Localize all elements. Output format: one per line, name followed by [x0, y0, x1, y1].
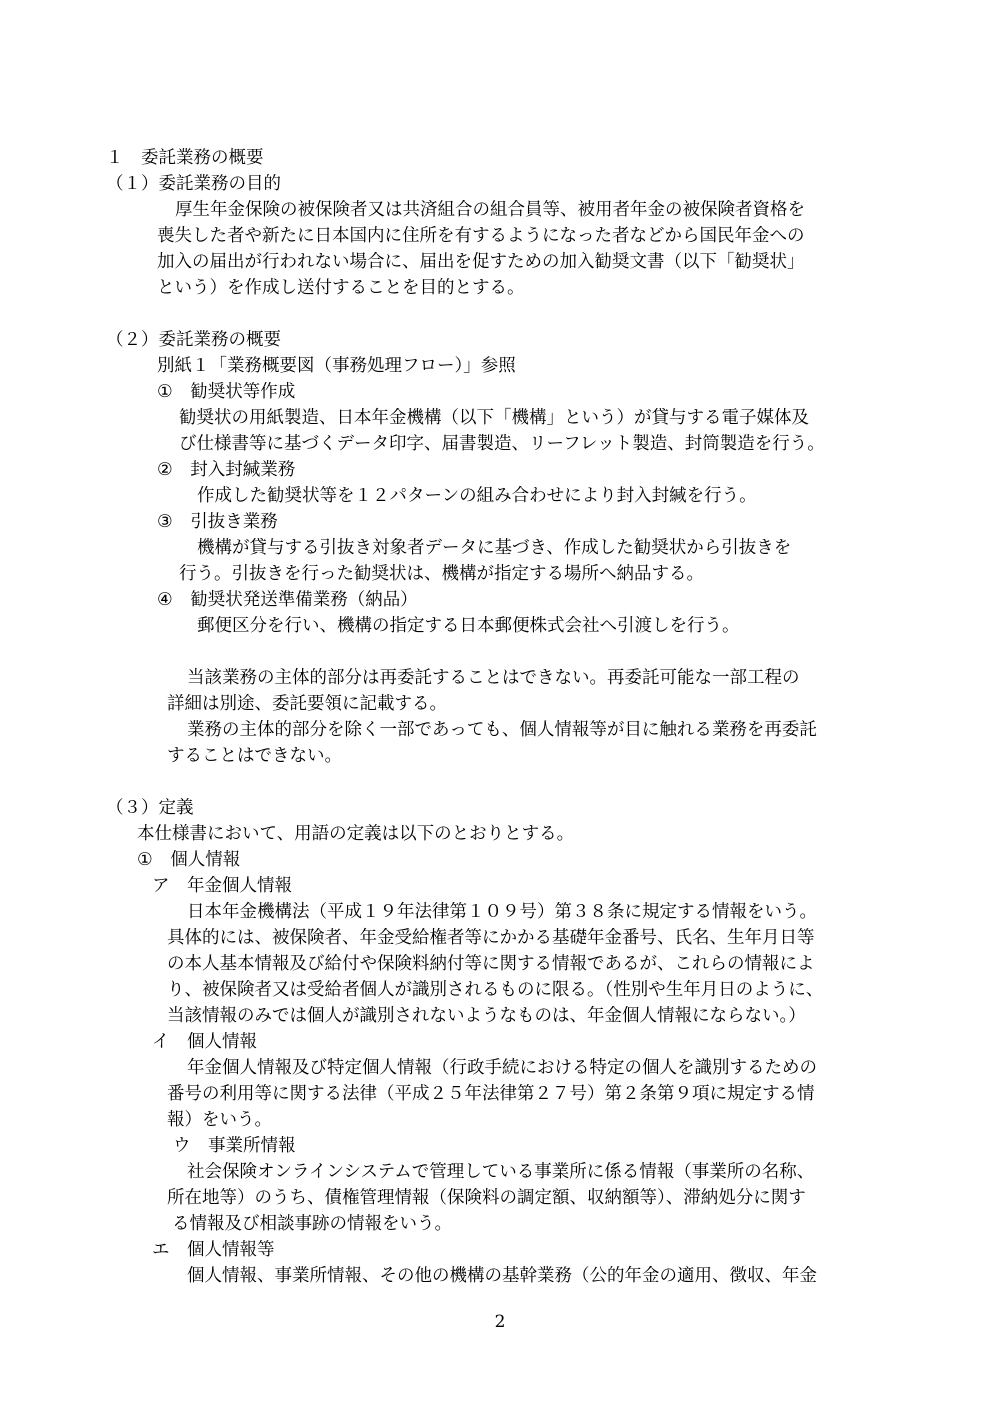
paragraph-line: 郵便区分を行い、機構の指定する日本郵便株式会社へ引渡しを行う。 — [197, 616, 740, 636]
paragraph-line: 作成した勧奨状等を１２パターンの組み合わせにより封入封緘を行う。 — [197, 486, 757, 506]
paragraph-line: 具体的には、被保険者、年金受給権者等にかかる基礎年金番号、氏名、生年月日等 — [167, 928, 815, 948]
paragraph-line: 日本年金機構法（平成１９年法律第１０９号）第３８条に規定する情報をいう。 — [187, 902, 817, 922]
paragraph-line: 個人情報、事業所情報、その他の機構の基幹業務（公的年金の適用、徴収、年金 — [187, 1266, 817, 1286]
item-heading: ④ 勧奨状発送準備業務（納品） — [157, 590, 418, 610]
item-heading: ア 年金個人情報 — [152, 876, 292, 896]
paragraph-line: することはできない。 — [167, 746, 342, 766]
subsection-heading: （３）定義 — [106, 798, 194, 818]
paragraph-line: び仕様書等に基づくデータ印字、届書製造、リーフレット製造、封筒製造を行う。 — [179, 434, 825, 454]
paragraph-line: 詳細は別途、委託要領に記載する。 — [167, 694, 447, 714]
section-heading: １ 委託業務の概要 — [106, 148, 264, 168]
subsection-heading: （２）委託業務の概要 — [106, 330, 281, 350]
page-number: 2 — [494, 1312, 506, 1332]
paragraph-line: 加入の届出が行われない場合に、届出を促すための加入勧奨文書（以下「勧奨状」 — [157, 252, 805, 272]
paragraph-line: り、被保険者又は受給者個人が識別されるものに限る。（性別や生年月日のように、 — [167, 980, 824, 1000]
paragraph-line: 当該業務の主体的部分は再委託することはできない。再委託可能な一部工程の — [187, 668, 800, 688]
item-heading: ③ 引抜き業務 — [157, 512, 278, 532]
item-heading: ① 勧奨状等作成 — [157, 382, 296, 402]
paragraph-line: 業務の主体的部分を除く一部であっても、個人情報等が目に触れる業務を再委託 — [187, 720, 817, 740]
paragraph-line: 報）をいう。 — [167, 1110, 272, 1130]
item-heading: ② 封入封緘業務 — [157, 460, 296, 480]
paragraph-line: 勧奨状の用紙製造、日本年金機構（以下「機構」という）が貸与する電子媒体及 — [179, 408, 809, 428]
item-heading: エ 個人情報等 — [152, 1240, 275, 1260]
paragraph-line: 年金個人情報及び特定個人情報（行政手続における特定の個人を識別するための — [187, 1058, 817, 1078]
paragraph-line: 所在地等）のうち、債権管理情報（保険料の調定額、収納額等）、滞納処分に関す — [167, 1188, 806, 1208]
paragraph-line: 本仕様書において、用語の定義は以下のとおりとする。 — [137, 824, 575, 844]
paragraph-line: る情報及び相談事跡の情報をいう。 — [172, 1214, 452, 1234]
paragraph-line: 機構が貸与する引抜き対象者データに基づき、作成した勧奨状から引抜きを — [197, 538, 792, 558]
paragraph-line: という）を作成し送付することを目的とする。 — [157, 278, 525, 298]
item-heading: イ 個人情報 — [152, 1032, 257, 1052]
paragraph-line: 行う。引抜きを行った勧奨状は、機構が指定する場所へ納品する。 — [179, 564, 704, 584]
paragraph-line: 厚生年金保険の被保険者又は共済組合の組合員等、被用者年金の被保険者資格を — [175, 200, 805, 220]
paragraph-line: 番号の利用等に関する法律（平成２５年法律第２７号）第２条第９項に規定する情 — [167, 1084, 815, 1104]
paragraph-line: の本人基本情報及び給付や保険料納付等に関する情報であるが、これらの情報によ — [167, 954, 815, 974]
paragraph-line: 社会保険オンラインシステムで管理している事業所に係る情報（事業所の名称、 — [187, 1162, 815, 1182]
item-heading: ウ 事業所情報 — [173, 1136, 296, 1156]
paragraph-line: 喪失した者や新たに日本国内に住所を有するようになった者などから国民年金への — [157, 226, 805, 246]
paragraph-line: 当該情報のみでは個人が識別されないようなものは、年金個人情報にならない。） — [167, 1006, 806, 1026]
paragraph-line: 別紙１「業務概要図（事務処理フロー）」参照 — [157, 356, 516, 376]
subsection-heading: （１）委託業務の目的 — [106, 174, 281, 194]
item-heading: ① 個人情報 — [137, 850, 241, 870]
